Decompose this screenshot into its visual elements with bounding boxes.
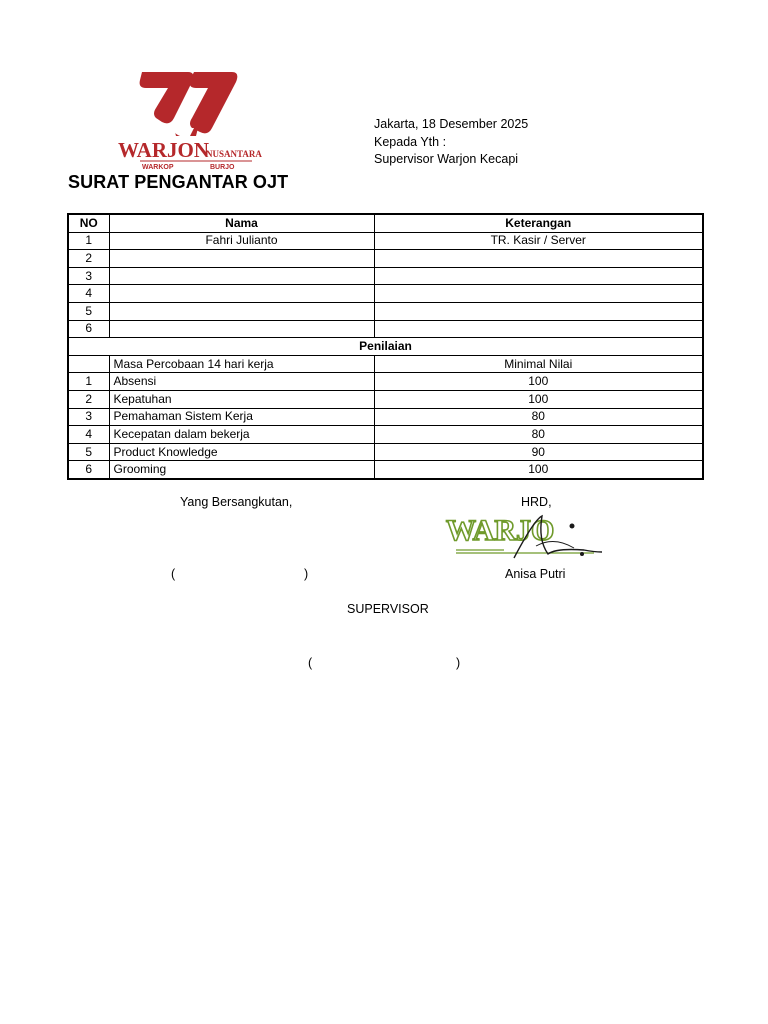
assessment-criteria: Absensi: [109, 373, 374, 391]
hrd-name: Anisa Putri: [505, 567, 566, 581]
header-name: Nama: [109, 214, 374, 232]
assessment-row: [68, 373, 703, 391]
assessment-row: [68, 426, 703, 444]
assessment-criteria: Kecepatan dalam bekerja: [109, 426, 374, 444]
signature-left-label: Yang Bersangkutan,: [180, 495, 293, 509]
row-note: [374, 320, 703, 338]
assessment-min: 90: [374, 443, 703, 461]
assessment-criteria: Kepatuhan: [109, 390, 374, 408]
assessment-min: 80: [374, 408, 703, 426]
header-no: NO: [68, 214, 109, 232]
assessment-header-row: [68, 355, 703, 373]
assessment-criteria: Grooming: [109, 461, 374, 479]
logo-burjo-text: BURJO: [210, 164, 235, 171]
assessment-row: [68, 390, 703, 408]
to-label: Kepada Yth :: [374, 134, 447, 149]
assessment-row: [68, 443, 703, 461]
supervisor-label: SUPERVISOR: [347, 602, 429, 616]
assessment-title: Penilaian: [68, 338, 703, 356]
assessment-no: 5: [68, 443, 109, 461]
logo-subbrand-text: NUSANTARA: [206, 149, 262, 159]
address-block: [374, 116, 528, 169]
assessment-criteria: Product Knowledge: [109, 443, 374, 461]
assessment-title-row: [68, 338, 703, 356]
hrd-signature-stamp: [444, 510, 606, 566]
assessment-no: 2: [68, 390, 109, 408]
row-name: Fahri Julianto: [109, 232, 374, 250]
assessment-header-min: Minimal Nilai: [374, 355, 703, 373]
row-note: [374, 250, 703, 268]
row-name: [109, 285, 374, 303]
table-row: [68, 285, 703, 303]
row-no: 3: [68, 267, 109, 285]
table-row: [68, 320, 703, 338]
assessment-no: 1: [68, 373, 109, 391]
row-no: 4: [68, 285, 109, 303]
logo-brand-text: WARJON: [118, 138, 210, 162]
assessment-min: 80: [374, 426, 703, 444]
row-no: 6: [68, 320, 109, 338]
assessment-min: 100: [374, 390, 703, 408]
table-row: [68, 302, 703, 320]
row-note: [374, 302, 703, 320]
stamp-brand-text: WARJO: [446, 514, 555, 547]
table-row: [68, 267, 703, 285]
assessment-criteria: Pemahaman Sistem Kerja: [109, 408, 374, 426]
row-note: TR. Kasir / Server: [374, 232, 703, 250]
assessment-no: 3: [68, 408, 109, 426]
row-no: 2: [68, 250, 109, 268]
row-name: [109, 302, 374, 320]
left-signature-paren-close: ): [304, 567, 309, 581]
assessment-min: 100: [374, 461, 703, 479]
assessment-header-no: [68, 355, 109, 373]
assessment-row: [68, 408, 703, 426]
row-note: [374, 285, 703, 303]
row-name: [109, 320, 374, 338]
signature-right-label: HRD,: [521, 495, 552, 509]
row-name: [109, 267, 374, 285]
supervisor-paren-open: (: [308, 656, 313, 670]
assessment-min: 100: [374, 373, 703, 391]
table-row: [68, 232, 703, 250]
row-name: [109, 250, 374, 268]
row-no: 5: [68, 302, 109, 320]
supervisor-paren-close: ): [456, 656, 461, 670]
logo-warkop-text: WARKOP: [142, 164, 174, 171]
table-row: [68, 250, 703, 268]
assessment-row: [68, 461, 703, 479]
row-note: [374, 267, 703, 285]
warjon-logo: [112, 66, 268, 172]
place-date: Jakarta, 18 Desember 2025: [374, 117, 529, 131]
header-note: Keterangan: [374, 214, 703, 232]
recipient: Supervisor Warjon Kecapi: [374, 152, 519, 166]
document-title: SURAT PENGANTAR OJT: [68, 172, 289, 192]
table-header-row: [68, 214, 703, 232]
row-no: 1: [68, 232, 109, 250]
assessment-header-criteria: Masa Percobaan 14 hari kerja: [109, 355, 374, 373]
ojt-table: [67, 213, 704, 480]
assessment-no: 4: [68, 426, 109, 444]
left-signature-paren-open: (: [171, 567, 176, 581]
assessment-no: 6: [68, 461, 109, 479]
